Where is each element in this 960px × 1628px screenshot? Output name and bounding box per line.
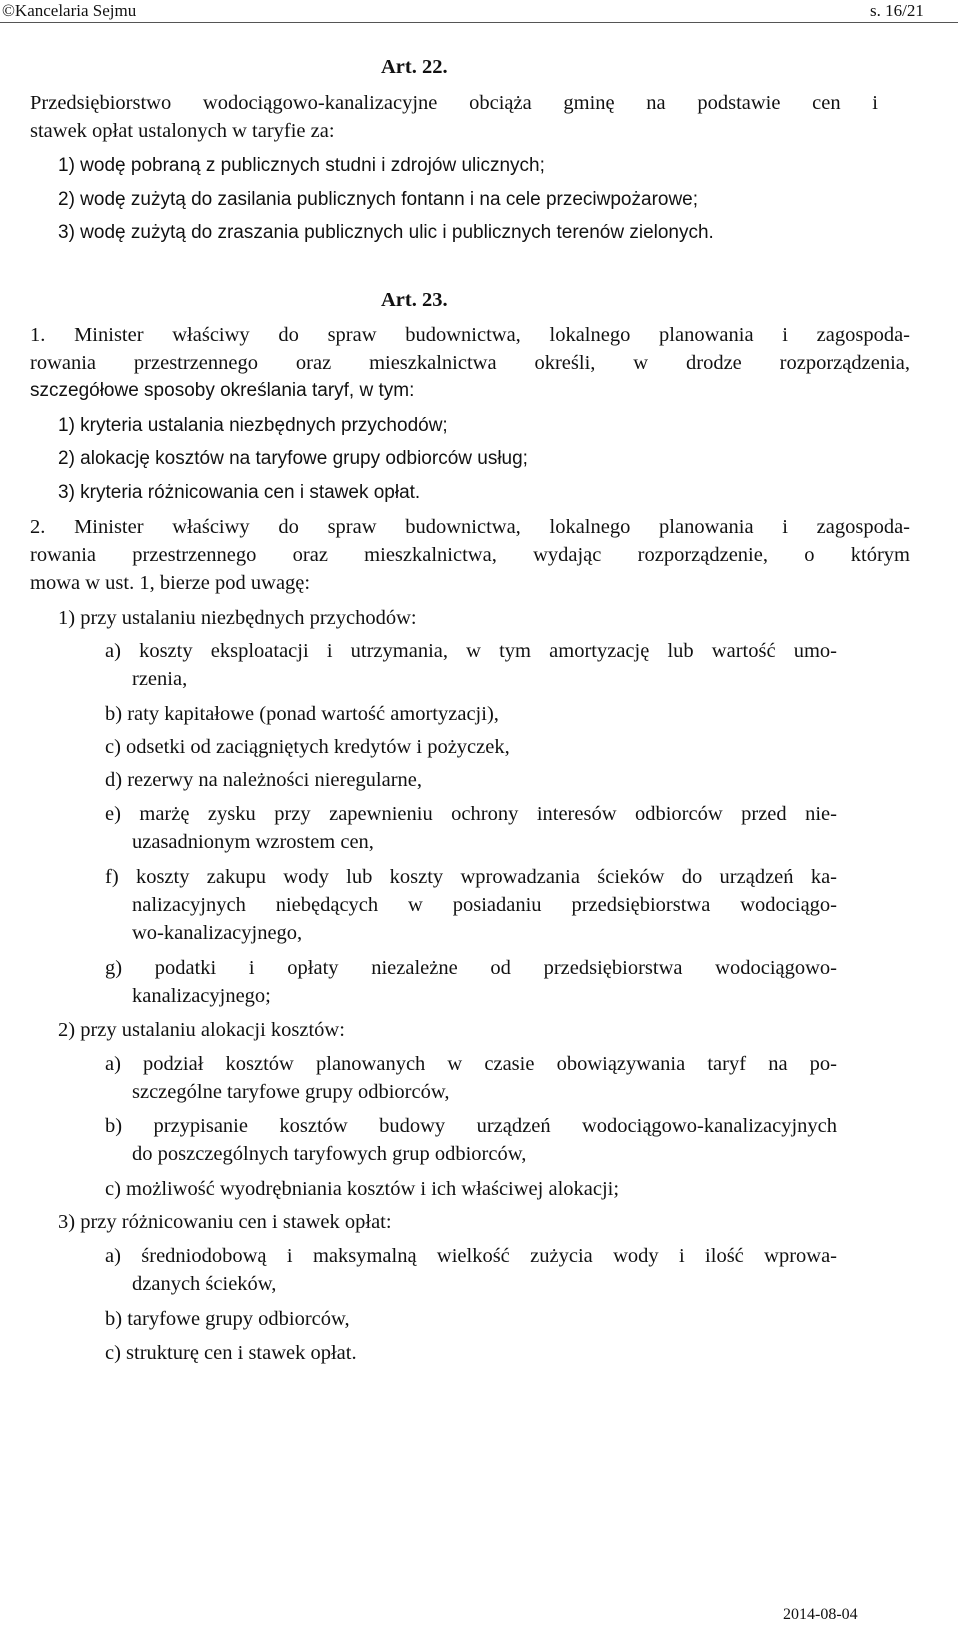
point-1e-line-1: e) marżę zysku przy zapewnieniu ochrony interesów odbiorców przed nie- bbox=[105, 803, 837, 825]
article-23-para-1-line-2: rowania przestrzennego oraz mieszkalnictwa określi, w drodze rozporządzenia, bbox=[30, 352, 910, 374]
point-2a-line-2: szczególne taryfowe grupy odbiorców, bbox=[132, 1081, 450, 1103]
point-1g-line-1: g) podatki i opłaty niezależne od przedsiębiorstwa wodociągowo- bbox=[105, 957, 837, 979]
point-3a-line-1: a) średniodobową i maksymalną wielkość zużycia wody i ilość wprowa- bbox=[105, 1245, 837, 1267]
article-22-item-1: 1) wodę pobraną z publicznych studni i zdrojów ulicznych; bbox=[58, 155, 545, 176]
point-3b: b) taryfowe grupy odbiorców, bbox=[105, 1308, 350, 1330]
point-2b-line-1: b) przypisanie kosztów budowy urządzeń wodociągowo-kanalizacyjnych bbox=[105, 1115, 837, 1137]
point-1c: c) odsetki od zaciągniętych kredytów i pożyczek, bbox=[105, 736, 510, 758]
header-source: ©Kancelaria Sejmu bbox=[2, 1, 137, 20]
article-23-para-1-point-3: 3) kryteria różnicowania cen i stawek opłat. bbox=[58, 482, 421, 503]
article-23-para-2-line-2: rowania przestrzennego oraz mieszkalnictwa, wydając rozporządzenie, o którym bbox=[30, 544, 910, 566]
article-23-para-1-point-1: 1) kryteria ustalania niezbędnych przychodów; bbox=[58, 415, 448, 436]
point-1: 1) przy ustalaniu niezbędnych przychodów: bbox=[58, 607, 417, 629]
point-3c: c) strukturę cen i stawek opłat. bbox=[105, 1342, 357, 1364]
point-2c: c) możliwość wyodrębniania kosztów i ich właściwej alokacji; bbox=[105, 1178, 620, 1200]
article-22-item-2: 2) wodę zużytą do zasilania publicznych fontann i na cele przeciwpożarowe; bbox=[58, 189, 699, 210]
point-1g-line-2: kanalizacyjnego; bbox=[132, 985, 271, 1007]
point-1d: d) rezerwy na należności nieregularne, bbox=[105, 769, 423, 791]
point-2b-line-2: do poszczególnych taryfowych grup odbiorców, bbox=[132, 1143, 527, 1165]
article-22-intro-line-1: Przedsiębiorstwo wodociągowo-kanalizacyjne obciąża gminę na podstawie cen i bbox=[30, 92, 878, 114]
point-1b: b) raty kapitałowe (ponad wartość amortyzacji), bbox=[105, 703, 499, 725]
article-23-para-2-line-1: 2. Minister właściwy do spraw budownictwa, lokalnego planowania i zagospoda- bbox=[30, 516, 910, 538]
article-22-intro-line-2: stawek opłat ustalonych w taryfie za: bbox=[30, 120, 335, 142]
point-1e-line-2: uzasadnionym wzrostem cen, bbox=[132, 831, 374, 853]
point-2a-line-1: a) podział kosztów planowanych w czasie obowiązywania taryf na po- bbox=[105, 1053, 837, 1075]
article-23-para-1-line-1: 1. Minister właściwy do spraw budownictwa, lokalnego planowania i zagospoda- bbox=[30, 324, 910, 346]
point-3: 3) przy różnicowaniu cen i stawek opłat: bbox=[58, 1211, 392, 1233]
article-23-para-2-line-3: mowa w ust. 1, bierze pod uwagę: bbox=[30, 572, 311, 594]
point-1f-line-3: wo-kanalizacyjnego, bbox=[132, 922, 303, 944]
point-1a-line-2: rzenia, bbox=[132, 668, 188, 690]
point-1f-line-1: f) koszty zakupu wody lub koszty wprowadzania ścieków do urządzeń ka- bbox=[105, 866, 837, 888]
point-1a-line-1: a) koszty eksploatacji i utrzymania, w tym amortyzację lub wartość umo- bbox=[105, 640, 837, 662]
header-page-number: s. 16/21 bbox=[870, 1, 924, 20]
article-23-title: Art. 23. bbox=[381, 289, 448, 311]
article-23-para-1-point-2: 2) alokację kosztów na taryfowe grupy odbiorców usług; bbox=[58, 448, 528, 469]
article-22-item-3: 3) wodę zużytą do zraszania publicznych ulic i publicznych terenów zielonych. bbox=[58, 222, 714, 243]
point-1f-line-2: nalizacyjnych niebędących w posiadaniu przedsiębiorstwa wodociągo- bbox=[132, 894, 837, 916]
footer-date: 2014-08-04 bbox=[783, 1606, 858, 1623]
point-2: 2) przy ustalaniu alokacji kosztów: bbox=[58, 1019, 345, 1041]
article-23-para-1-line-3: szczegółowe sposoby określania taryf, w tym: bbox=[30, 380, 415, 401]
article-22-title: Art. 22. bbox=[381, 56, 448, 78]
header-divider bbox=[0, 22, 958, 23]
point-3a-line-2: dzanych ścieków, bbox=[132, 1273, 277, 1295]
